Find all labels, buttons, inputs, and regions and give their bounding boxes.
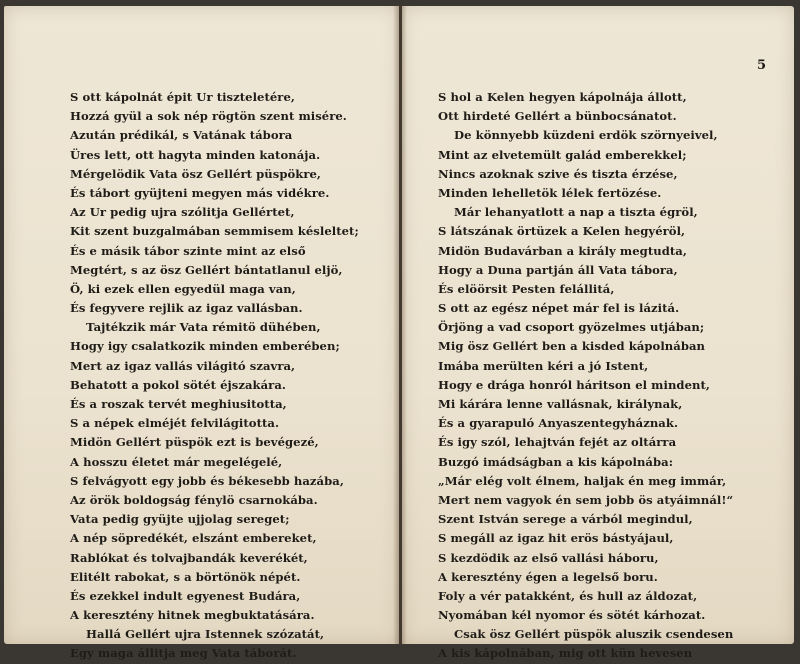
verse-line: Hozzá gyül a sok nép rögtön szent misére.: [70, 109, 347, 124]
verse-line: Mig ösz Gellért ben a kisded kápolnában: [438, 339, 706, 354]
verse-line: De könnyebb küzdeni erdök szörnyeivel,: [454, 128, 718, 143]
verse-line: Hogy igy csalatkozik minden emberében;: [70, 339, 340, 354]
verse-line: S a népek elméjét felvilágitotta.: [70, 416, 280, 431]
verse-line: Midön Gellért püspök ezt is bevégezé,: [70, 435, 319, 450]
verse-line: Egy maga állitja meg Vata táborát.: [70, 646, 297, 661]
verse-line: Mérgelödik Vata ösz Gellért püspökre,: [70, 166, 322, 181]
verse-line: S felvágyott egy jobb és békesebb hazába,: [70, 473, 344, 488]
page-number: 5: [756, 58, 766, 73]
right-page: [402, 6, 794, 661]
verse-line: Hogy e drága honról háritson el mindent,: [438, 377, 710, 392]
verse-line: És ezekkel indult egyenest Budára,: [70, 588, 301, 603]
verse-line: Csak ösz Gellért püspök aluszik csendesen: [454, 627, 734, 642]
verse-line: És igy szól, lehajtván fejét az oltárra: [438, 435, 677, 450]
verse-line: Mert nem vagyok én sem jobb ös atyáimnál!“: [438, 492, 734, 507]
right-verse: [438, 88, 778, 664]
verse-line: És fegyvere rejlik az igaz vallásban.: [70, 301, 303, 316]
book-spread: [4, 6, 794, 661]
verse-line: S ott kápolnát épit Ur tiszteletére,: [70, 90, 295, 104]
book-gutter: [393, 6, 407, 644]
verse-line: S megáll az igaz hit erös bástyájaul,: [438, 531, 674, 546]
verse-line: „Már elég volt élnem, haljak én meg immár,: [438, 473, 727, 488]
verse-line: Behatott a pokol sötét éjszakára.: [70, 377, 286, 392]
verse-line: A kis kápolnában, mig ott kün hevesen: [438, 646, 693, 661]
verse-line: S látszának örtüzek a Kelen hegyéröl,: [438, 224, 686, 239]
verse-line: Hallá Gellért ujra Istennek szózatát,: [86, 627, 325, 642]
verse-line: A keresztény égen a legelső boru.: [438, 569, 658, 584]
verse-line: És a roszak tervét meghiusitotta,: [70, 397, 287, 411]
verse-line: Ö, ki ezek ellen egyedül maga van,: [70, 281, 296, 296]
verse-line: A nép söpredékét, elszánt embereket,: [70, 531, 317, 546]
verse-line: Azután prédikál, s Vatának tábora: [70, 128, 293, 143]
verse-line: Üres lett, ott hagyta minden katonája.: [70, 147, 321, 162]
verse-line: Szent István serege a várból megindul,: [438, 512, 693, 527]
verse-line: Mint az elvetemült galád emberekkel;: [438, 147, 687, 162]
verse-line: S ott az egész népet már fel is lázitá.: [438, 301, 680, 316]
verse-line: Mi kárára lenne vallásnak, királynak,: [438, 397, 683, 411]
verse-line: Az örök boldogság fénylö csarnokába.: [70, 492, 318, 507]
verse-line: Már lehanyatlott a nap a tiszta égröl,: [454, 205, 698, 220]
verse-line: Ott hirdeté Gellért a bünbocsánatot.: [438, 109, 677, 124]
verse-line: S hol a Kelen hegyen kápolnája állott,: [438, 90, 687, 104]
verse-line: Midön Budavárban a király megtudta,: [438, 243, 687, 258]
verse-line: Vata pedig gyüjte ujjolag sereget;: [70, 512, 290, 527]
verse-line: Tajtékzik már Vata rémitö dühében,: [86, 320, 321, 335]
verse-line: És tábort gyüjteni megyen más vidékre.: [70, 185, 330, 200]
verse-line: Nincs azoknak szive és tiszta érzése,: [438, 166, 678, 181]
verse-line: Hogy a Duna partján áll Vata tábora,: [438, 262, 678, 277]
verse-line: S kezdödik az első vallási háboru,: [438, 550, 659, 565]
verse-line: Örjöng a vad csoport gyözelmes utjában;: [438, 320, 705, 335]
verse-line: Kit szent buzgalmában semmisem késleltet;: [70, 224, 359, 239]
verse-line: És e másik tábor szinte mint az első: [70, 243, 306, 258]
verse-line: Nyomában kél nyomor és sötét kárhozat.: [438, 608, 706, 623]
verse-line: Imába merülten kéri a jó Istent,: [438, 358, 649, 373]
verse-line: A hosszu életet már megelégelé,: [70, 454, 283, 469]
verse-line: Foly a vér patakként, és hull az áldozat,: [438, 588, 698, 603]
verse-line: Minden lehelletök lélek fertözése.: [438, 185, 662, 200]
verse-line: Buzgó imádságban a kis kápolnába:: [438, 454, 674, 469]
verse-line: Mert az igaz vallás világitó szavra,: [70, 358, 296, 373]
verse-line: Rablókat és tolvajbandák keverékét,: [70, 550, 308, 565]
verse-line: És elöörsit Pesten felállitá,: [438, 281, 615, 296]
left-page: [4, 6, 399, 661]
verse-line: És a gyarapuló Anyaszentegyháznak.: [438, 416, 679, 431]
verse-line: Az Ur pedig ujra szólitja Gellértet,: [70, 205, 295, 220]
verse-line: Elitélt rabokat, s a börtönök népét.: [70, 569, 301, 584]
verse-line: Megtért, s az ösz Gellért bántatlanul eljö,: [70, 262, 343, 277]
left-verse: [70, 88, 395, 664]
verse-line: A keresztény hitnek megbuktatására.: [70, 608, 315, 623]
